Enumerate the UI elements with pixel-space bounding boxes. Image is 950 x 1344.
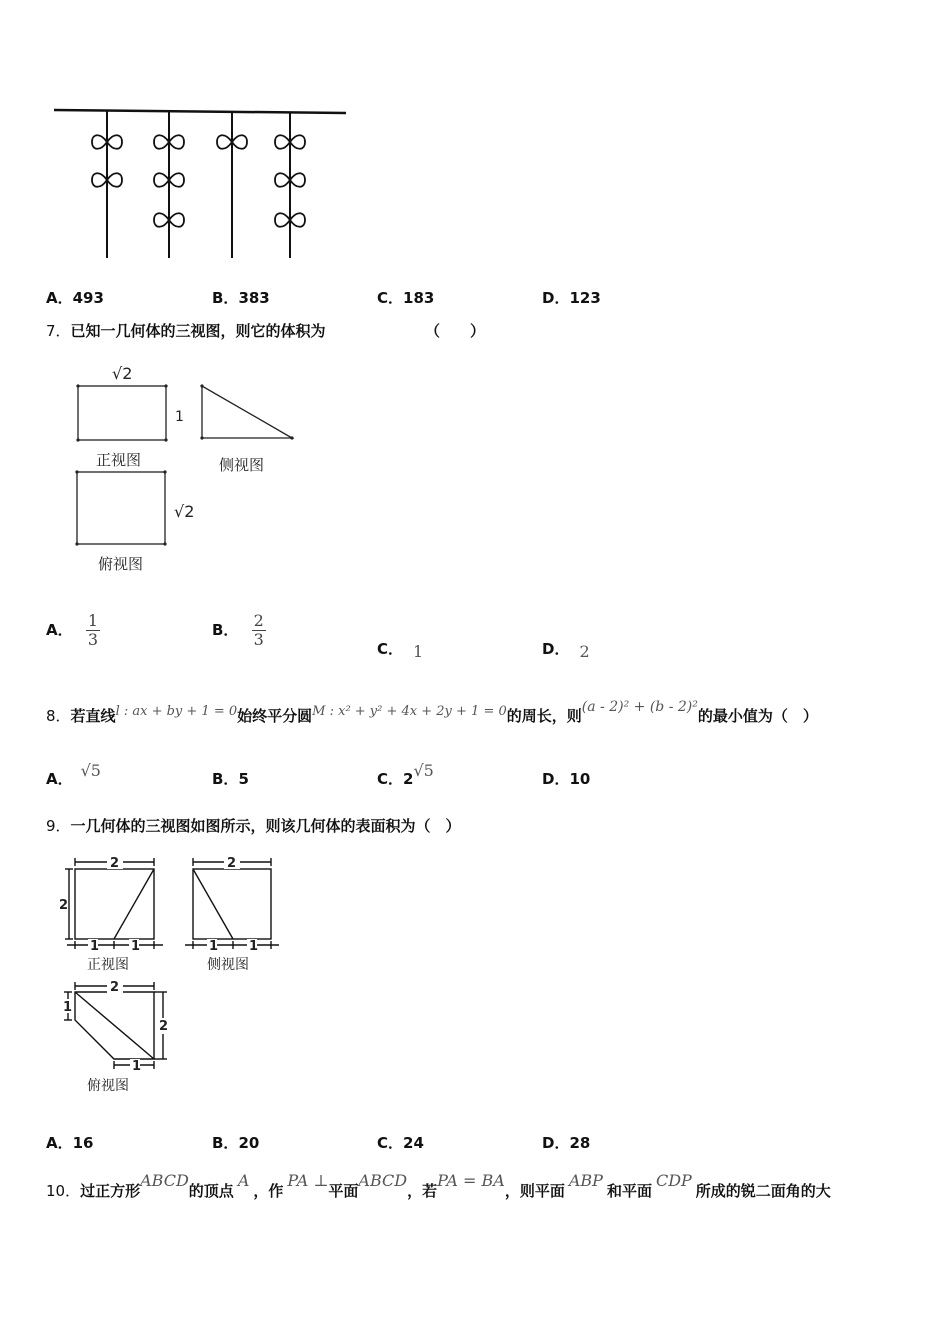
q6-option-a[interactable] bbox=[46, 287, 104, 308]
option-value: 123 bbox=[569, 289, 601, 307]
equality-expr: PA = BA bbox=[437, 1171, 505, 1190]
option-letter: B． bbox=[212, 289, 239, 307]
q9-side-width-label: 2 bbox=[227, 856, 237, 871]
option-letter: A． bbox=[46, 621, 73, 639]
option-value: 2 bbox=[403, 770, 414, 788]
q7-label-top: 俯视图 bbox=[98, 555, 144, 573]
line-equation: l : ax + by + 1 = 0 bbox=[115, 704, 238, 719]
stem-text: 始终平分圆 bbox=[237, 707, 313, 725]
q6-option-b[interactable] bbox=[212, 287, 270, 308]
question-text: 已知一几何体的三视图，则它的体积为 bbox=[70, 322, 326, 340]
option-letter: A． bbox=[46, 289, 73, 307]
q9-top-width-label: 2 bbox=[110, 980, 120, 995]
stem-text: 平面 bbox=[328, 1182, 359, 1200]
q9-option-a[interactable] bbox=[46, 1132, 93, 1153]
square-name: ABCD bbox=[140, 1171, 189, 1190]
question-number: 9． bbox=[46, 817, 71, 835]
q7-option-d[interactable] bbox=[542, 638, 590, 659]
q9-side-left-label: 1 bbox=[209, 939, 219, 954]
q9-stem bbox=[46, 815, 461, 836]
fraction-denominator: 3 bbox=[253, 630, 264, 649]
stem-text: 过正方形 bbox=[80, 1182, 141, 1200]
q9-front-width-label: 2 bbox=[110, 856, 120, 871]
q7-label-front: 正视图 bbox=[96, 451, 142, 469]
fraction-numerator: 1 bbox=[87, 611, 99, 630]
option-value: 183 bbox=[403, 289, 435, 307]
option-value: √5 bbox=[80, 761, 101, 780]
question-text: 一几何体的三视图如图所示，则该几何体的表面积为（ ） bbox=[70, 817, 461, 835]
fraction bbox=[86, 612, 100, 649]
q8-option-c[interactable] bbox=[377, 761, 434, 789]
option-value: 383 bbox=[238, 289, 270, 307]
question-number: 10． bbox=[46, 1182, 81, 1200]
q10-stem bbox=[46, 1171, 831, 1201]
q7-stem bbox=[46, 320, 326, 341]
stem-text: 和平面 bbox=[606, 1182, 652, 1200]
option-letter: D． bbox=[542, 640, 570, 658]
stem-text: 的最小值为（ ） bbox=[697, 707, 818, 725]
option-value: 16 bbox=[72, 1134, 94, 1152]
q7-option-b[interactable] bbox=[212, 612, 266, 649]
plane-name: ABCD bbox=[358, 1171, 408, 1190]
option-letter: B． bbox=[212, 621, 239, 639]
perpendicular-expr: PA ⊥ bbox=[287, 1171, 329, 1190]
option-value: 5 bbox=[238, 770, 249, 788]
q8-option-a[interactable] bbox=[46, 761, 101, 789]
q7-option-c[interactable] bbox=[377, 638, 423, 659]
q9-front-right-label: 1 bbox=[131, 939, 141, 954]
stem-text: 若直线 bbox=[70, 707, 116, 725]
ornament-figure bbox=[40, 100, 360, 270]
plane-abp: ABP bbox=[568, 1171, 603, 1190]
q9-label-side: 侧视图 bbox=[207, 957, 249, 973]
option-letter: B． bbox=[212, 770, 239, 788]
q7-three-view-figure bbox=[60, 355, 320, 585]
option-letter: A． bbox=[46, 770, 73, 788]
option-value: 20 bbox=[238, 1134, 260, 1152]
q6-option-c[interactable] bbox=[377, 287, 434, 308]
q7-label-sqrt-side: √2 bbox=[174, 502, 195, 521]
option-letter: A． bbox=[46, 1134, 73, 1152]
circle-equation: M : x² + y² + 4x + 2y + 1 = 0 bbox=[312, 704, 507, 719]
option-letter: C． bbox=[377, 1134, 404, 1152]
stem-text: 的周长，则 bbox=[506, 707, 582, 725]
option-value: 2 bbox=[579, 642, 590, 661]
q9-option-d[interactable] bbox=[542, 1132, 590, 1153]
stem-text: 所成的锐二面角的大 bbox=[695, 1182, 831, 1200]
q9-side-right-label: 1 bbox=[249, 939, 259, 954]
q9-three-view-figure bbox=[55, 852, 295, 1102]
target-expression: (a - 2)² + (b - 2)² bbox=[581, 699, 698, 715]
fraction bbox=[252, 612, 266, 649]
q8-option-b[interactable] bbox=[212, 768, 249, 789]
q6-option-d[interactable] bbox=[542, 287, 601, 308]
q7-label-one: 1 bbox=[175, 409, 184, 425]
q9-option-c[interactable] bbox=[377, 1132, 424, 1153]
q7-option-a[interactable] bbox=[46, 612, 100, 649]
option-value: 28 bbox=[569, 1134, 591, 1152]
option-letter: D． bbox=[542, 1134, 570, 1152]
question-number: 7． bbox=[46, 322, 71, 340]
q7-label-side: 侧视图 bbox=[219, 456, 265, 474]
q9-front-left-label: 1 bbox=[90, 939, 100, 954]
q9-top-bottom-label: 1 bbox=[132, 1059, 142, 1074]
option-radical: √5 bbox=[413, 761, 434, 780]
stem-text: 的顶点 bbox=[188, 1182, 234, 1200]
option-letter: D． bbox=[542, 289, 570, 307]
vertex-name: A bbox=[237, 1171, 250, 1190]
plane-cdp: CDP bbox=[655, 1171, 692, 1190]
q9-front-height-label: 2 bbox=[59, 898, 69, 913]
stem-text: ，若 bbox=[407, 1182, 438, 1200]
option-value: 493 bbox=[72, 289, 104, 307]
q9-label-top: 俯视图 bbox=[87, 1078, 129, 1094]
question-number: 8． bbox=[46, 707, 71, 725]
q8-stem bbox=[46, 699, 818, 726]
fraction-numerator: 2 bbox=[253, 611, 264, 630]
stem-text: ，则平面 bbox=[504, 1182, 565, 1200]
option-letter: D． bbox=[542, 770, 570, 788]
q8-option-d[interactable] bbox=[542, 768, 590, 789]
option-value: 1 bbox=[413, 642, 424, 661]
q9-option-b[interactable] bbox=[212, 1132, 259, 1153]
q9-top-height-label: 2 bbox=[159, 1019, 169, 1034]
option-value: 10 bbox=[569, 770, 591, 788]
q7-answer-paren: （ ） bbox=[425, 322, 486, 340]
q9-label-front: 正视图 bbox=[87, 957, 129, 973]
option-letter: C． bbox=[377, 770, 404, 788]
option-letter: C． bbox=[377, 640, 404, 658]
option-letter: C． bbox=[377, 289, 404, 307]
stem-text: ，作 bbox=[253, 1182, 284, 1200]
q9-top-left-label: 1 bbox=[63, 1000, 73, 1015]
option-letter: B． bbox=[212, 1134, 239, 1152]
fraction-denominator: 3 bbox=[87, 630, 99, 649]
option-value: 24 bbox=[403, 1134, 424, 1152]
q7-label-sqrt-top: √2 bbox=[112, 364, 133, 383]
